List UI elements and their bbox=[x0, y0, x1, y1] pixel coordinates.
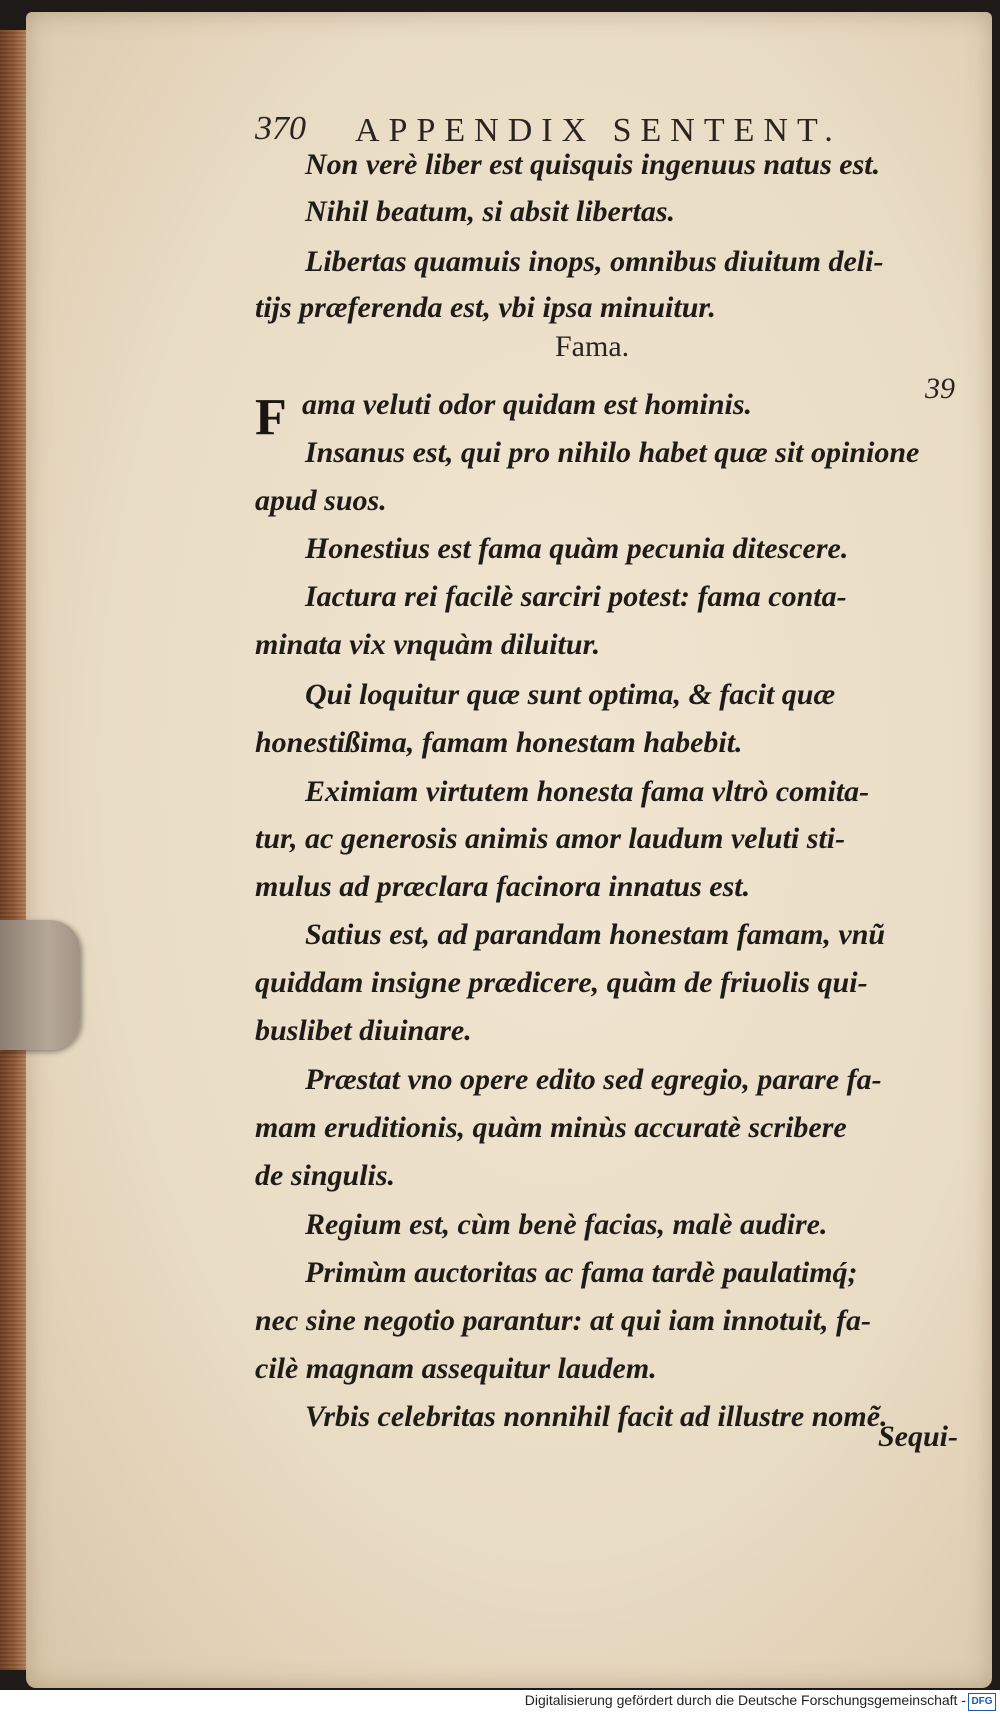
text-line: Nihil beatum, si absit libertas. bbox=[305, 195, 676, 228]
text-line: tur, ac generosis animis amor laudum veluti sti- bbox=[255, 822, 846, 855]
text-line: mam eruditionis, quàm minùs accuratè scribere bbox=[255, 1111, 847, 1144]
text-line: Eximiam virtutem honesta fama vltrò comita- bbox=[305, 775, 870, 808]
page-clip bbox=[0, 920, 80, 1050]
text-line: quiddam insigne prædicere, quàm de friuolis qui- bbox=[255, 966, 868, 999]
text-line: Non verè liber est quisquis ingenuus natus est. bbox=[305, 148, 881, 181]
margin-number: 39 bbox=[925, 372, 955, 405]
text-line: Libertas quamuis inops, omnibus diuitum deli- bbox=[305, 245, 884, 278]
text-line: Qui loquitur quæ sunt optima, & facit quæ bbox=[305, 678, 836, 711]
text-line: Primùm auctoritas ac fama tardè paulatimq́; bbox=[305, 1256, 858, 1289]
text-line: de singulis. bbox=[255, 1159, 396, 1192]
text-line: buslibet diuinare. bbox=[255, 1014, 472, 1047]
text-line: Satius est, ad parandam honestam famam, vnũ bbox=[305, 918, 886, 951]
text-line: apud suos. bbox=[255, 484, 387, 517]
running-head: APPENDIX SENTENT. bbox=[355, 112, 842, 149]
text-line: minata vix vnquàm diluitur. bbox=[255, 628, 601, 661]
footer-bar bbox=[0, 1690, 1000, 1714]
text-line: tijs præferenda est, vbi ipsa minuitur. bbox=[255, 291, 716, 324]
text-line: ama veluti odor quidam est hominis. bbox=[302, 388, 753, 421]
text-line: honestißima, famam honestam habebit. bbox=[255, 726, 743, 759]
text-line: Regium est, cùm benè facias, malè audire. bbox=[305, 1208, 828, 1241]
text-line: Vrbis celebritas nonnihil facit ad illustre nomẽ. bbox=[305, 1400, 888, 1433]
footer-credit: Digitalisierung gefördert durch die Deutsche Forschungsgemeinschaft - bbox=[524, 1692, 966, 1708]
section-heading: Fama. bbox=[555, 330, 630, 363]
page-number: 370 bbox=[255, 110, 306, 147]
dfg-logo-icon: DFG bbox=[968, 1693, 996, 1711]
text-line: Iactura rei facilè sarciri potest: fama conta- bbox=[305, 580, 847, 613]
text-line: Honestius est fama quàm pecunia ditescere. bbox=[305, 532, 849, 565]
text-line: mulus ad præclara facinora innatus est. bbox=[255, 870, 751, 903]
text-line: cilè magnam assequitur laudem. bbox=[255, 1352, 657, 1385]
text-line: Præstat vno opere edito sed egregio, parare fa- bbox=[305, 1063, 882, 1096]
drop-cap: F bbox=[255, 389, 287, 446]
text-line: nec sine negotio parantur: at qui iam innotuit, fa- bbox=[255, 1304, 871, 1337]
text-line: Insanus est, qui pro nihilo habet quæ sit opinione bbox=[305, 436, 920, 469]
catchword: Sequi- bbox=[878, 1420, 959, 1453]
